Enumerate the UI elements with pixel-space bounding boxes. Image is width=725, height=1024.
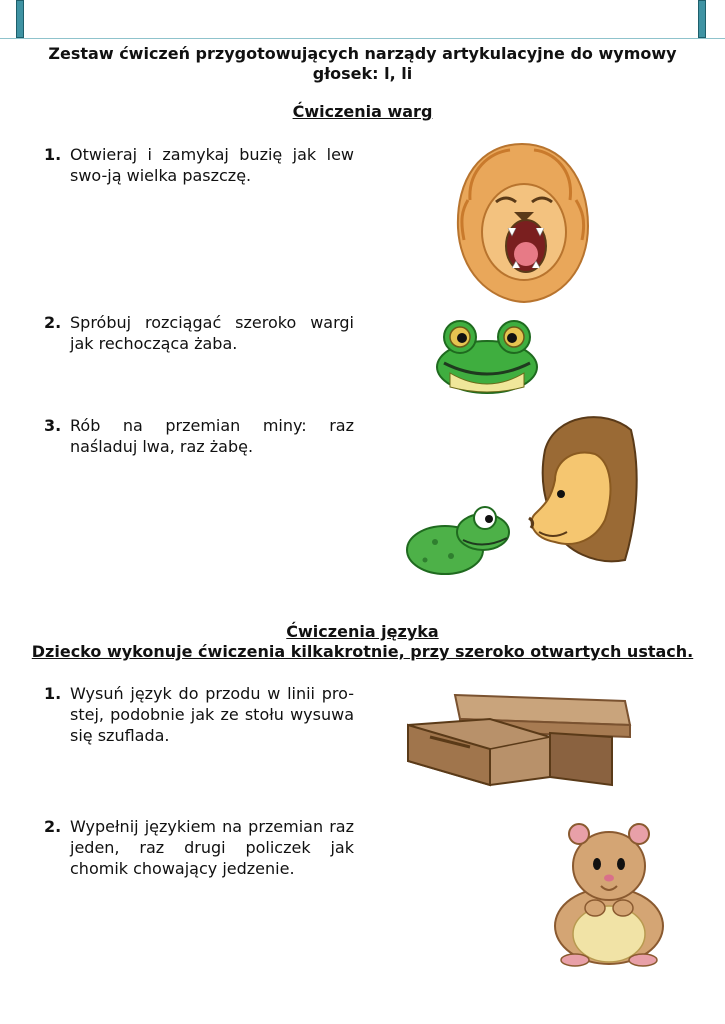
- page-tab-left: [16, 0, 24, 38]
- page-tab-right: [698, 0, 706, 38]
- roaring-lion-image: [450, 140, 595, 305]
- item-text: Spróbuj rozciągać szeroko wargi jak rechocząca żaba.: [70, 313, 354, 353]
- list-item: [44, 683, 354, 746]
- item-number: 3.: [44, 416, 62, 435]
- list-item: [44, 415, 354, 457]
- item-number: 2.: [44, 817, 62, 836]
- frog-face-image: [430, 315, 545, 395]
- item-number: 1.: [44, 684, 62, 703]
- frog-and-lion-image: [405, 410, 640, 580]
- item-text: Otwieraj i zamykaj buzię jak lew swo-ją wielka paszczę.: [70, 145, 354, 185]
- item-number: 1.: [44, 145, 62, 164]
- list-item: [44, 144, 354, 186]
- item-number: 2.: [44, 313, 62, 332]
- item-text: Wypełnij językiem na przemian raz jeden, raz drugi policzek jak chomik chowający jedzenie.: [70, 817, 354, 878]
- section-heading-lips: Ćwiczenia warg: [292, 102, 433, 121]
- list-item: [44, 312, 354, 354]
- section-heading-tongue: Ćwiczenia języka: [286, 622, 439, 641]
- document-title: Zestaw ćwiczeń przygotowujących narządy artykulacyjne do wymowy głosek: l, li: [48, 44, 677, 83]
- list-item: [44, 816, 354, 879]
- item-text: Wysuń język do przodu w linii pro-stej, podobnie jak ze stołu wysuwa się szuflada.: [70, 684, 354, 745]
- header-line: [0, 38, 725, 39]
- hamster-image: [545, 818, 675, 968]
- section-subheading-tongue: Dziecko wykonuje ćwiczenia kilkakrotnie, przy szeroko otwartych ustach.: [31, 642, 694, 661]
- item-text: Rób na przemian miny: raz naśladuj lwa, raz żabę.: [70, 416, 354, 456]
- table-with-drawer-image: [400, 685, 635, 795]
